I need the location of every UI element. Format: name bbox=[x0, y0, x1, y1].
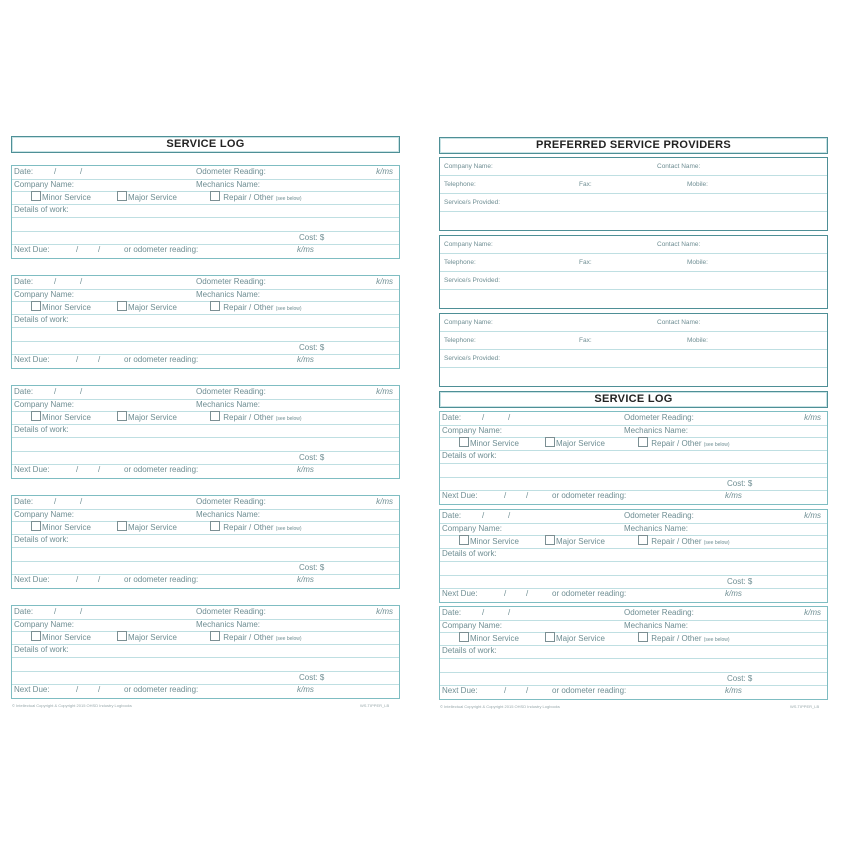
repair-other-option[interactable] bbox=[210, 301, 302, 315]
service-type-row bbox=[440, 535, 827, 549]
repair-other-option[interactable] bbox=[638, 535, 730, 549]
klms-unit: k/ms bbox=[297, 685, 314, 694]
service-log-entry bbox=[11, 275, 400, 369]
details-blank-row[interactable] bbox=[12, 437, 399, 452]
repair-other-checkbox[interactable] bbox=[210, 191, 220, 201]
klms-unit: k/ms bbox=[376, 167, 393, 176]
repair-other-checkbox[interactable] bbox=[210, 631, 220, 641]
repair-other-label: Repair / Other bbox=[223, 193, 274, 202]
next-due-separator: / bbox=[526, 491, 529, 500]
date-separator: / bbox=[482, 511, 485, 520]
details-row[interactable] bbox=[440, 450, 827, 464]
major-service-label: Major Service bbox=[128, 523, 177, 532]
date-separator: / bbox=[508, 511, 511, 520]
major-service-option[interactable] bbox=[117, 631, 177, 644]
major-service-checkbox[interactable] bbox=[117, 191, 127, 201]
date-label: Date: bbox=[442, 511, 462, 520]
next-due-separator: / bbox=[98, 355, 101, 364]
provider-services-blank-row[interactable] bbox=[440, 290, 827, 308]
details-row[interactable] bbox=[440, 645, 827, 659]
minor-service-label: Minor Service bbox=[42, 193, 91, 202]
odometer-label: Odometer Reading: bbox=[624, 608, 694, 617]
minor-service-option[interactable] bbox=[459, 535, 519, 548]
repair-other-label: Repair / Other bbox=[651, 439, 702, 448]
date-separator: / bbox=[482, 608, 485, 617]
service-type-row bbox=[12, 411, 399, 425]
next-due-label: Next Due: bbox=[14, 685, 50, 694]
major-service-option[interactable] bbox=[545, 535, 605, 548]
next-due-row bbox=[440, 588, 827, 602]
service-log-entry bbox=[439, 411, 828, 505]
details-of-work-label: Details of work: bbox=[14, 425, 69, 434]
provider-phone-row bbox=[440, 332, 827, 350]
provider-services-row bbox=[440, 272, 827, 290]
minor-service-checkbox[interactable] bbox=[459, 437, 469, 447]
next-due-separator: / bbox=[98, 575, 101, 584]
odometer-label: Odometer Reading: bbox=[624, 413, 694, 422]
provider-services-blank-row[interactable] bbox=[440, 212, 827, 230]
details-of-work-label: Details of work: bbox=[14, 315, 69, 324]
details-row[interactable] bbox=[12, 534, 399, 548]
mechanics-name-label: Mechanics Name: bbox=[196, 180, 261, 189]
next-due-separator: / bbox=[504, 589, 507, 598]
details-row[interactable] bbox=[12, 424, 399, 438]
service-type-row bbox=[12, 301, 399, 315]
mechanics-name-label: Mechanics Name: bbox=[196, 510, 261, 519]
details-blank-row[interactable] bbox=[12, 217, 399, 232]
date-separator: / bbox=[482, 413, 485, 422]
provider-services-label: Service/s Provided: bbox=[444, 199, 500, 206]
odometer-label: Odometer Reading: bbox=[196, 387, 266, 396]
date-separator: / bbox=[80, 277, 83, 286]
repair-other-option[interactable] bbox=[210, 411, 302, 425]
cost-row bbox=[440, 672, 827, 686]
or-odometer-label: or odometer reading: bbox=[124, 685, 199, 694]
details-row[interactable] bbox=[440, 548, 827, 562]
next-due-separator: / bbox=[76, 465, 79, 474]
cost-row bbox=[12, 341, 399, 355]
service-type-row bbox=[12, 191, 399, 205]
or-odometer-label: or odometer reading: bbox=[124, 245, 199, 254]
next-due-separator: / bbox=[76, 245, 79, 254]
cost-label: Cost: $ bbox=[727, 674, 753, 683]
or-odometer-label: or odometer reading: bbox=[552, 589, 627, 598]
repair-other-checkbox[interactable] bbox=[210, 411, 220, 421]
minor-service-option[interactable] bbox=[459, 632, 519, 645]
provider-company-label: Company Name: bbox=[444, 241, 493, 248]
next-due-separator: / bbox=[98, 465, 101, 474]
minor-service-checkbox[interactable] bbox=[459, 535, 469, 545]
next-due-separator: / bbox=[76, 575, 79, 584]
or-odometer-label: or odometer reading: bbox=[552, 491, 627, 500]
provider-company-label: Company Name: bbox=[444, 319, 493, 326]
details-blank-row[interactable] bbox=[12, 657, 399, 672]
minor-service-label: Minor Service bbox=[470, 634, 519, 643]
cost-label: Cost: $ bbox=[727, 577, 753, 586]
repair-other-label: Repair / Other bbox=[651, 634, 702, 643]
repair-other-label: Repair / Other bbox=[223, 413, 274, 422]
details-blank-row[interactable] bbox=[12, 547, 399, 562]
next-due-label: Next Due: bbox=[442, 491, 478, 500]
minor-service-checkbox[interactable] bbox=[31, 631, 41, 641]
minor-service-option[interactable] bbox=[31, 301, 91, 314]
right-service-log-title: SERVICE LOG bbox=[439, 391, 828, 408]
see-below-note: (see below) bbox=[275, 306, 302, 312]
see-below-note: (see below) bbox=[703, 540, 730, 546]
odometer-label: Odometer Reading: bbox=[196, 497, 266, 506]
major-service-option[interactable] bbox=[545, 632, 605, 645]
next-due-row bbox=[12, 574, 399, 588]
date-row bbox=[12, 166, 399, 180]
minor-service-checkbox[interactable] bbox=[459, 632, 469, 642]
minor-service-checkbox[interactable] bbox=[31, 301, 41, 311]
details-blank-row[interactable] bbox=[440, 463, 827, 478]
repair-other-label: Repair / Other bbox=[651, 537, 702, 546]
mechanics-name-label: Mechanics Name: bbox=[196, 400, 261, 409]
minor-service-label: Minor Service bbox=[470, 439, 519, 448]
major-service-label: Major Service bbox=[128, 303, 177, 312]
minor-service-option[interactable] bbox=[31, 631, 91, 644]
major-service-checkbox[interactable] bbox=[117, 301, 127, 311]
next-due-label: Next Due: bbox=[14, 575, 50, 584]
provider-company-label: Company Name: bbox=[444, 163, 493, 170]
service-provider-card bbox=[439, 235, 828, 309]
klms-unit: k/ms bbox=[804, 511, 821, 520]
major-service-checkbox[interactable] bbox=[117, 521, 127, 531]
service-provider-card bbox=[439, 313, 828, 387]
company-name-label: Company Name: bbox=[442, 426, 503, 435]
major-service-label: Major Service bbox=[128, 413, 177, 422]
klms-unit: k/ms bbox=[725, 589, 742, 598]
right-footer-code: WS.TIPPER_LB bbox=[790, 704, 820, 709]
major-service-label: Major Service bbox=[128, 193, 177, 202]
klms-unit: k/ms bbox=[725, 491, 742, 500]
company-name-label: Company Name: bbox=[442, 621, 503, 630]
company-name-label: Company Name: bbox=[14, 400, 75, 409]
date-separator: / bbox=[80, 387, 83, 396]
repair-other-option[interactable] bbox=[210, 631, 302, 645]
major-service-checkbox[interactable] bbox=[117, 631, 127, 641]
cost-label: Cost: $ bbox=[299, 233, 325, 242]
major-service-option[interactable] bbox=[117, 521, 177, 534]
repair-other-label: Repair / Other bbox=[223, 303, 274, 312]
cost-row bbox=[12, 671, 399, 685]
provider-mobile-label: Mobile: bbox=[687, 181, 708, 188]
next-due-row bbox=[12, 244, 399, 258]
date-label: Date: bbox=[14, 277, 34, 286]
repair-other-checkbox[interactable] bbox=[210, 301, 220, 311]
left-footer-copyright: © Intellectual Copyright & Copyright 2015 OHSD Industry Logbooks bbox=[12, 703, 132, 708]
see-below-note: (see below) bbox=[275, 526, 302, 532]
details-blank-row[interactable] bbox=[440, 561, 827, 576]
company-name-label: Company Name: bbox=[14, 620, 75, 629]
details-of-work-label: Details of work: bbox=[442, 646, 497, 655]
next-due-separator: / bbox=[98, 245, 101, 254]
provider-fax-label: Fax: bbox=[579, 181, 592, 188]
next-due-separator: / bbox=[504, 491, 507, 500]
details-of-work-label: Details of work: bbox=[14, 645, 69, 654]
provider-telephone-label: Telephone: bbox=[444, 259, 476, 266]
minor-service-label: Minor Service bbox=[42, 523, 91, 532]
date-label: Date: bbox=[442, 608, 462, 617]
service-log-entry bbox=[439, 509, 828, 603]
klms-unit: k/ms bbox=[376, 277, 393, 286]
date-label: Date: bbox=[14, 497, 34, 506]
major-service-label: Major Service bbox=[128, 633, 177, 642]
provider-services-row bbox=[440, 194, 827, 212]
or-odometer-label: or odometer reading: bbox=[124, 465, 199, 474]
klms-unit: k/ms bbox=[297, 465, 314, 474]
date-label: Date: bbox=[14, 167, 34, 176]
provider-phone-row bbox=[440, 254, 827, 272]
mechanics-name-label: Mechanics Name: bbox=[196, 620, 261, 629]
company-name-label: Company Name: bbox=[14, 510, 75, 519]
major-service-checkbox[interactable] bbox=[545, 632, 555, 642]
date-row bbox=[12, 606, 399, 620]
mechanics-name-label: Mechanics Name: bbox=[624, 524, 689, 533]
next-due-row bbox=[12, 684, 399, 698]
next-due-label: Next Due: bbox=[442, 589, 478, 598]
details-row[interactable] bbox=[12, 644, 399, 658]
next-due-separator: / bbox=[526, 686, 529, 695]
provider-company-row bbox=[440, 158, 827, 176]
cost-row bbox=[12, 561, 399, 575]
major-service-label: Major Service bbox=[556, 634, 605, 643]
klms-unit: k/ms bbox=[376, 387, 393, 396]
odometer-label: Odometer Reading: bbox=[624, 511, 694, 520]
cost-label: Cost: $ bbox=[299, 673, 325, 682]
date-separator: / bbox=[80, 167, 83, 176]
cost-row bbox=[12, 231, 399, 245]
date-separator: / bbox=[54, 277, 57, 286]
details-row[interactable] bbox=[12, 314, 399, 328]
company-name-label: Company Name: bbox=[14, 290, 75, 299]
klms-unit: k/ms bbox=[297, 575, 314, 584]
service-log-entry bbox=[439, 606, 828, 700]
date-row bbox=[440, 510, 827, 524]
cost-label: Cost: $ bbox=[299, 453, 325, 462]
date-label: Date: bbox=[14, 387, 34, 396]
next-due-separator: / bbox=[504, 686, 507, 695]
service-log-entry bbox=[11, 605, 400, 699]
provider-services-blank-row[interactable] bbox=[440, 368, 827, 386]
provider-mobile-label: Mobile: bbox=[687, 259, 708, 266]
major-service-option[interactable] bbox=[117, 411, 177, 424]
minor-service-checkbox[interactable] bbox=[31, 521, 41, 531]
provider-company-row bbox=[440, 314, 827, 332]
provider-services-row bbox=[440, 350, 827, 368]
date-separator: / bbox=[508, 413, 511, 422]
minor-service-label: Minor Service bbox=[42, 413, 91, 422]
provider-contact-label: Contact Name: bbox=[657, 319, 701, 326]
major-service-option[interactable] bbox=[117, 301, 177, 314]
date-row bbox=[12, 276, 399, 290]
minor-service-checkbox[interactable] bbox=[31, 191, 41, 201]
next-due-separator: / bbox=[76, 685, 79, 694]
cost-row bbox=[440, 477, 827, 491]
next-due-row bbox=[440, 490, 827, 504]
service-type-row bbox=[440, 632, 827, 646]
odometer-label: Odometer Reading: bbox=[196, 167, 266, 176]
repair-other-checkbox[interactable] bbox=[638, 632, 648, 642]
details-row[interactable] bbox=[12, 204, 399, 218]
klms-unit: k/ms bbox=[376, 607, 393, 616]
klms-unit: k/ms bbox=[297, 355, 314, 364]
date-separator: / bbox=[54, 167, 57, 176]
major-service-label: Major Service bbox=[556, 537, 605, 546]
repair-other-option[interactable] bbox=[210, 521, 302, 535]
right-footer-copyright: © Intellectual Copyright & Copyright 2015 OHSD Industry Logbooks bbox=[440, 704, 560, 709]
see-below-note: (see below) bbox=[275, 636, 302, 642]
next-due-label: Next Due: bbox=[14, 465, 50, 474]
repair-other-option[interactable] bbox=[210, 191, 302, 205]
provider-telephone-label: Telephone: bbox=[444, 337, 476, 344]
next-due-row bbox=[440, 685, 827, 699]
left-footer-code: WS.TIPPER_LB bbox=[360, 703, 390, 708]
minor-service-option[interactable] bbox=[31, 411, 91, 424]
service-type-row bbox=[12, 521, 399, 535]
next-due-label: Next Due: bbox=[14, 355, 50, 364]
minor-service-option[interactable] bbox=[31, 521, 91, 534]
see-below-note: (see below) bbox=[703, 442, 730, 448]
major-service-label: Major Service bbox=[556, 439, 605, 448]
major-service-checkbox[interactable] bbox=[117, 411, 127, 421]
major-service-checkbox[interactable] bbox=[545, 535, 555, 545]
repair-other-label: Repair / Other bbox=[223, 523, 274, 532]
repair-other-checkbox[interactable] bbox=[638, 437, 648, 447]
minor-service-label: Minor Service bbox=[42, 303, 91, 312]
next-due-separator: / bbox=[526, 589, 529, 598]
service-log-entry bbox=[11, 385, 400, 479]
klms-unit: k/ms bbox=[725, 686, 742, 695]
klms-unit: k/ms bbox=[376, 497, 393, 506]
repair-other-label: Repair / Other bbox=[223, 633, 274, 642]
minor-service-checkbox[interactable] bbox=[31, 411, 41, 421]
providers-title: PREFERRED SERVICE PROVIDERS bbox=[439, 137, 828, 154]
major-service-option[interactable] bbox=[117, 191, 177, 204]
details-blank-row[interactable] bbox=[440, 658, 827, 673]
klms-unit: k/ms bbox=[297, 245, 314, 254]
provider-contact-label: Contact Name: bbox=[657, 241, 701, 248]
provider-services-label: Service/s Provided: bbox=[444, 277, 500, 284]
klms-unit: k/ms bbox=[804, 608, 821, 617]
major-service-checkbox[interactable] bbox=[545, 437, 555, 447]
service-log-entry bbox=[11, 165, 400, 259]
date-separator: / bbox=[80, 497, 83, 506]
details-of-work-label: Details of work: bbox=[14, 535, 69, 544]
see-below-note: (see below) bbox=[275, 416, 302, 422]
mechanics-name-label: Mechanics Name: bbox=[196, 290, 261, 299]
repair-other-option[interactable] bbox=[638, 632, 730, 646]
date-row bbox=[440, 412, 827, 426]
cost-row bbox=[12, 451, 399, 465]
klms-unit: k/ms bbox=[804, 413, 821, 422]
provider-fax-label: Fax: bbox=[579, 337, 592, 344]
date-row bbox=[12, 496, 399, 510]
see-below-note: (see below) bbox=[703, 637, 730, 643]
details-of-work-label: Details of work: bbox=[442, 451, 497, 460]
date-separator: / bbox=[54, 387, 57, 396]
date-separator: / bbox=[80, 607, 83, 616]
date-row bbox=[440, 607, 827, 621]
or-odometer-label: or odometer reading: bbox=[124, 575, 199, 584]
date-separator: / bbox=[508, 608, 511, 617]
repair-other-checkbox[interactable] bbox=[210, 521, 220, 531]
mechanics-name-label: Mechanics Name: bbox=[624, 426, 689, 435]
date-row bbox=[12, 386, 399, 400]
see-below-note: (see below) bbox=[275, 196, 302, 202]
company-name-label: Company Name: bbox=[442, 524, 503, 533]
cost-label: Cost: $ bbox=[299, 563, 325, 572]
service-type-row bbox=[440, 437, 827, 451]
service-provider-card bbox=[439, 157, 828, 231]
service-log-entry bbox=[11, 495, 400, 589]
provider-phone-row bbox=[440, 176, 827, 194]
company-name-label: Company Name: bbox=[14, 180, 75, 189]
provider-company-row bbox=[440, 236, 827, 254]
odometer-label: Odometer Reading: bbox=[196, 277, 266, 286]
minor-service-option[interactable] bbox=[31, 191, 91, 204]
details-of-work-label: Details of work: bbox=[442, 549, 497, 558]
next-due-row bbox=[12, 354, 399, 368]
mechanics-name-label: Mechanics Name: bbox=[624, 621, 689, 630]
provider-services-label: Service/s Provided: bbox=[444, 355, 500, 362]
date-label: Date: bbox=[14, 607, 34, 616]
left-service-log-title: SERVICE LOG bbox=[11, 136, 400, 153]
provider-contact-label: Contact Name: bbox=[657, 163, 701, 170]
provider-telephone-label: Telephone: bbox=[444, 181, 476, 188]
minor-service-label: Minor Service bbox=[42, 633, 91, 642]
repair-other-checkbox[interactable] bbox=[638, 535, 648, 545]
provider-mobile-label: Mobile: bbox=[687, 337, 708, 344]
repair-other-option[interactable] bbox=[638, 437, 730, 451]
next-due-separator: / bbox=[76, 355, 79, 364]
date-separator: / bbox=[54, 607, 57, 616]
service-type-row bbox=[12, 631, 399, 645]
next-due-label: Next Due: bbox=[14, 245, 50, 254]
or-odometer-label: or odometer reading: bbox=[552, 686, 627, 695]
date-separator: / bbox=[54, 497, 57, 506]
cost-row bbox=[440, 575, 827, 589]
cost-label: Cost: $ bbox=[299, 343, 325, 352]
or-odometer-label: or odometer reading: bbox=[124, 355, 199, 364]
next-due-separator: / bbox=[98, 685, 101, 694]
next-due-row bbox=[12, 464, 399, 478]
provider-fax-label: Fax: bbox=[579, 259, 592, 266]
details-of-work-label: Details of work: bbox=[14, 205, 69, 214]
minor-service-option[interactable] bbox=[459, 437, 519, 450]
odometer-label: Odometer Reading: bbox=[196, 607, 266, 616]
details-blank-row[interactable] bbox=[12, 327, 399, 342]
cost-label: Cost: $ bbox=[727, 479, 753, 488]
date-label: Date: bbox=[442, 413, 462, 422]
next-due-label: Next Due: bbox=[442, 686, 478, 695]
minor-service-label: Minor Service bbox=[470, 537, 519, 546]
major-service-option[interactable] bbox=[545, 437, 605, 450]
